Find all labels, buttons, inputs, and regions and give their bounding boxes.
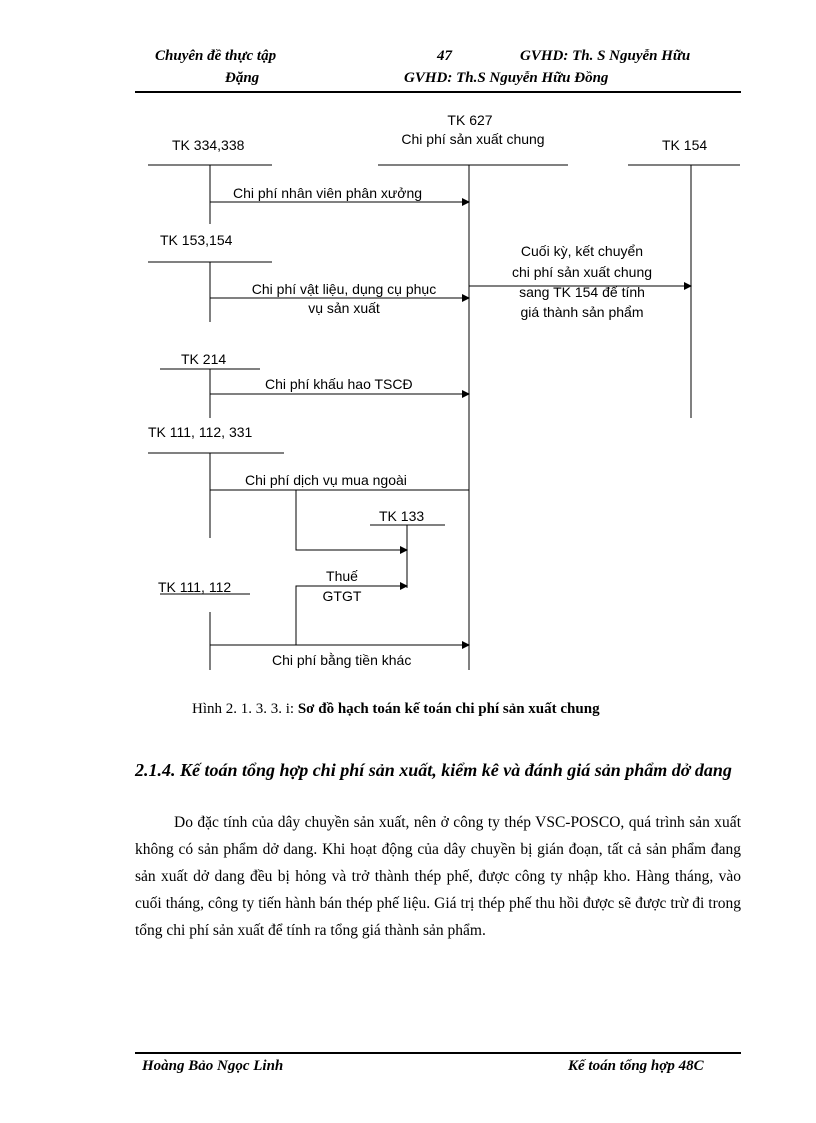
footer-class: Kế toán tổng hợp 48C — [568, 1058, 704, 1074]
figure-caption-title: Sơ đồ hạch toán kế toán chi phí sản xuất chung — [297, 701, 600, 717]
tk154-label: TK 154 — [662, 137, 708, 153]
flow-transfer-label-3: sang TK 154 để tính — [519, 284, 645, 300]
flow-material-label-1: Chi phí vật liệu, dụng cụ phục — [251, 281, 437, 297]
header-left-line1: Chuyên đề thực tập — [155, 48, 277, 64]
flow-depreciation-label: Chi phí khấu hao TSCĐ — [265, 376, 413, 392]
flow-services-label: Chi phí dịch vụ mua ngoài — [245, 472, 407, 488]
tk111a-label: TK 111, 112, 331 — [148, 424, 253, 440]
tk133-label: TK 133 — [379, 508, 425, 524]
section-heading: 2.1.4. Kế toán tổng hợp chi phí sản xuất, kiểm kê và đánh giá sản phẩm dở dang — [135, 760, 732, 780]
figure-caption-prefix: Hình 2. 1. 3. 3. i: — [192, 701, 298, 717]
flow-staff-label: Chi phí nhân viên phân xưởng — [233, 185, 423, 201]
header-right-line2: GVHD: Th.S Nguyễn Hữu Đồng — [404, 70, 609, 86]
figure-caption — [192, 701, 600, 718]
flow-vat-label-1: Thuế — [326, 568, 358, 584]
flow-material-label-2: vụ sản xuất — [308, 300, 380, 316]
flow-transfer-label-2: chi phí sản xuất chung — [511, 264, 653, 280]
header-right-line1: GVHD: Th. S Nguyễn Hữu — [520, 48, 691, 64]
tk627-code: TK 627 — [447, 112, 493, 128]
footer-author: Hoàng Bảo Ngọc Linh — [142, 1058, 284, 1074]
page-number: 47 — [437, 48, 452, 64]
body-paragraph: Do đặc tính của dây chuyền sản xuất, nên ở công ty thép VSC-POSCO, quá trình sản xuất không có sản phẩm dở dang. Khi hoạt động của dây chuyền bị gián đoạn, tất cả sản phẩm đang sản xuất dở dang đều bị hỏng và trở thành thép phế, được công ty nhập kho. Hàng tháng, vào cuối tháng, công ty tiến hành bán thép phế liệu. Giá trị thép phế thu hồi được sẽ được trừ đi trong tổng chi phí sản xuất để tính ra tổng giá thành sản phẩm. — [135, 814, 741, 939]
tk111b-label: TK 111, 112 — [158, 579, 232, 595]
flow-other-cash-label: Chi phí bằng tiền khác — [272, 652, 412, 668]
tk214-label: TK 214 — [181, 351, 227, 367]
header-left-line2: Đặng — [225, 70, 260, 86]
tk627-name: Chi phí sản xuất chung — [401, 131, 545, 147]
tk153-label: TK 153,154 — [160, 232, 233, 248]
flow-transfer-label-4: giá thành sản phẩm — [520, 304, 644, 320]
flow-vat-label-2: GTGT — [322, 588, 362, 604]
footer-rule — [135, 1052, 741, 1054]
tk334-label: TK 334,338 — [172, 137, 245, 153]
flow-transfer-label-1: Cuối kỳ, kết chuyển — [520, 243, 644, 259]
